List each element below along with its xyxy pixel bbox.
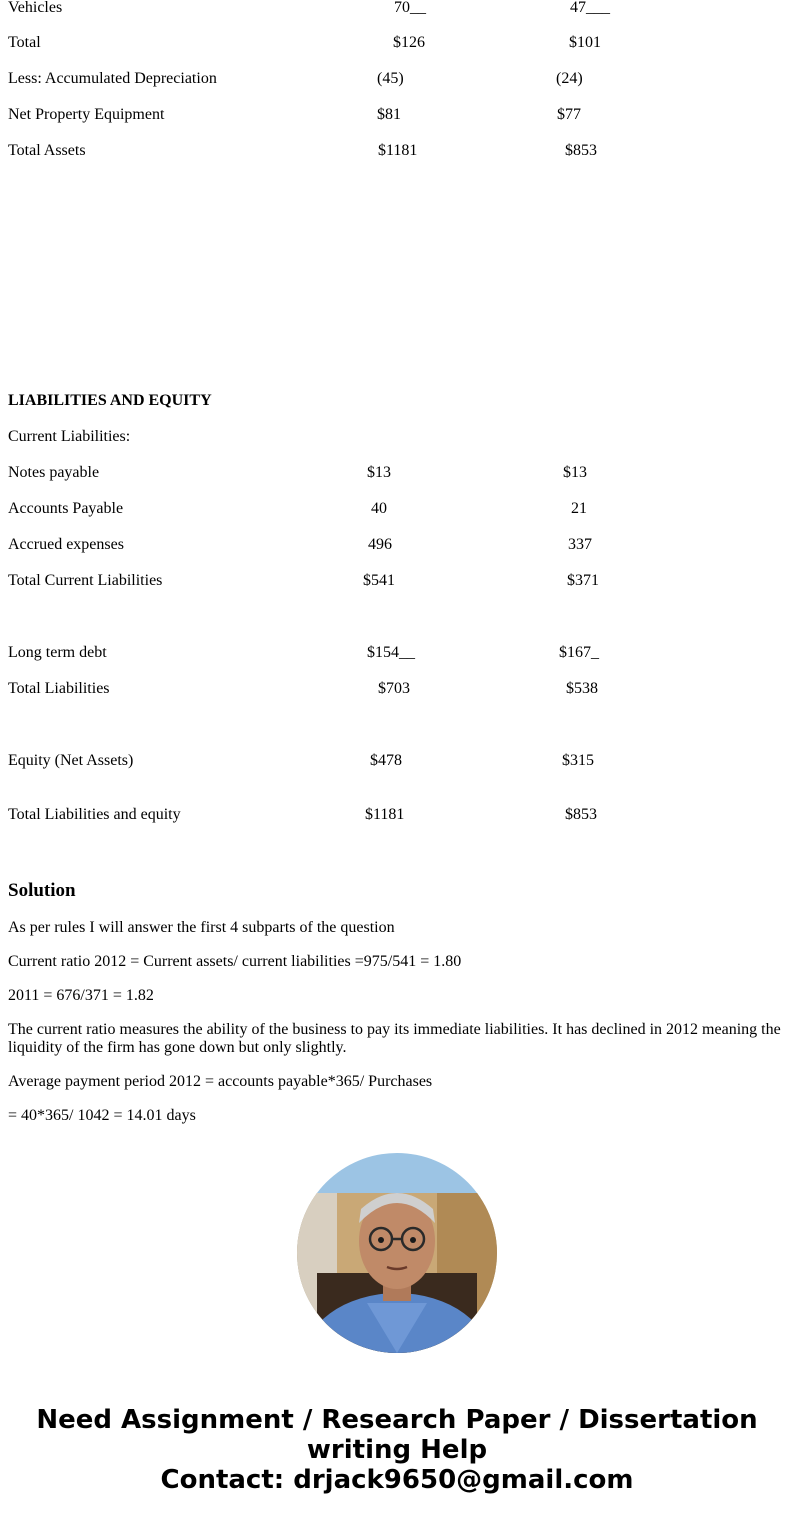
value-2012-vehicles: 70__ — [394, 0, 426, 16]
promo-contact: Contact: drjack9650@gmail.com — [160, 1465, 634, 1495]
promo-line-2: writing Help — [306, 1435, 488, 1465]
value-2012-accumulated-depreciation: (45) — [377, 70, 404, 87]
row-label-total: Total — [8, 34, 41, 51]
value-2012-equity: $478 — [370, 752, 402, 769]
row-label-total-assets: Total Assets — [8, 142, 86, 159]
row-label-equity: Equity (Net Assets) — [8, 752, 134, 769]
value-2012-long-term-debt: $154__ — [367, 644, 415, 661]
row-label-long-term-debt: Long term debt — [8, 644, 107, 661]
value-2012-accrued-expenses: 496 — [368, 536, 392, 553]
row-label-net-property-equipment: Net Property Equipment — [8, 106, 165, 123]
row-label-accumulated-depreciation: Less: Accumulated Depreciation — [8, 70, 217, 87]
value-2012-accounts-payable: 40 — [371, 500, 387, 517]
value-2011-accounts-payable: 21 — [571, 500, 587, 517]
solution-paragraph: Average payment period 2012 = accounts payable*365/ Purchases — [8, 1073, 433, 1090]
value-2011-net-property-equipment: $77 — [557, 106, 581, 123]
value-2011-total-liabilities-and-equity: $853 — [565, 806, 597, 823]
value-2012-total: $126 — [393, 34, 425, 51]
value-2011-accumulated-depreciation: (24) — [556, 70, 583, 87]
value-2012-notes-payable: $13 — [367, 464, 391, 481]
value-2012-total-liabilities-and-equity: $1181 — [365, 806, 405, 823]
solution-heading: Solution — [8, 880, 76, 901]
avatar-photo — [297, 1153, 497, 1353]
value-2012-total-current-liabilities: $541 — [363, 572, 395, 589]
value-2011-total-liabilities: $538 — [566, 680, 598, 697]
solution-paragraph: The current ratio measures the ability of the business to pay its immediate liabilities. It has declined in 2012 meaning the liquidity of the firm has gone down but only slightly. — [8, 1021, 781, 1056]
value-2012-total-assets: $1181 — [378, 142, 418, 159]
row-label-vehicles: Vehicles — [8, 0, 63, 16]
value-2011-equity: $315 — [562, 752, 594, 769]
value-2011-total-assets: $853 — [565, 142, 597, 159]
row-label-accounts-payable: Accounts Payable — [8, 500, 124, 517]
solution-paragraph: 2011 = 676/371 = 1.82 — [8, 987, 154, 1004]
value-2011-notes-payable: $13 — [563, 464, 587, 481]
solution-paragraph: = 40*365/ 1042 = 14.01 days — [8, 1107, 196, 1124]
row-label-accrued-expenses: Accrued expenses — [8, 536, 124, 553]
solution-paragraph: Current ratio 2012 = Current assets/ current liabilities =975/541 = 1.80 — [8, 953, 462, 970]
row-label-total-current-liabilities: Total Current Liabilities — [8, 572, 163, 589]
current-liabilities-heading: Current Liabilities: — [8, 428, 131, 445]
promo-line-1: Need Assignment / Research Paper / Dissertation — [36, 1405, 758, 1435]
solution-paragraph: As per rules I will answer the first 4 subparts of the question — [8, 919, 395, 936]
value-2012-total-liabilities: $703 — [378, 680, 410, 697]
value-2012-net-property-equipment: $81 — [377, 106, 401, 123]
value-2011-total-current-liabilities: $371 — [567, 572, 599, 589]
value-2011-accrued-expenses: 337 — [568, 536, 592, 553]
row-label-notes-payable: Notes payable — [8, 464, 100, 481]
value-2011-total: $101 — [569, 34, 601, 51]
row-label-total-liabilities: Total Liabilities — [8, 680, 110, 697]
row-label-total-liabilities-and-equity: Total Liabilities and equity — [8, 806, 181, 823]
section-heading-liabilities-equity: LIABILITIES AND EQUITY — [8, 392, 212, 409]
value-2011-vehicles: 47___ — [570, 0, 610, 16]
value-2011-long-term-debt: $167_ — [559, 644, 599, 661]
avatar — [297, 1153, 497, 1353]
